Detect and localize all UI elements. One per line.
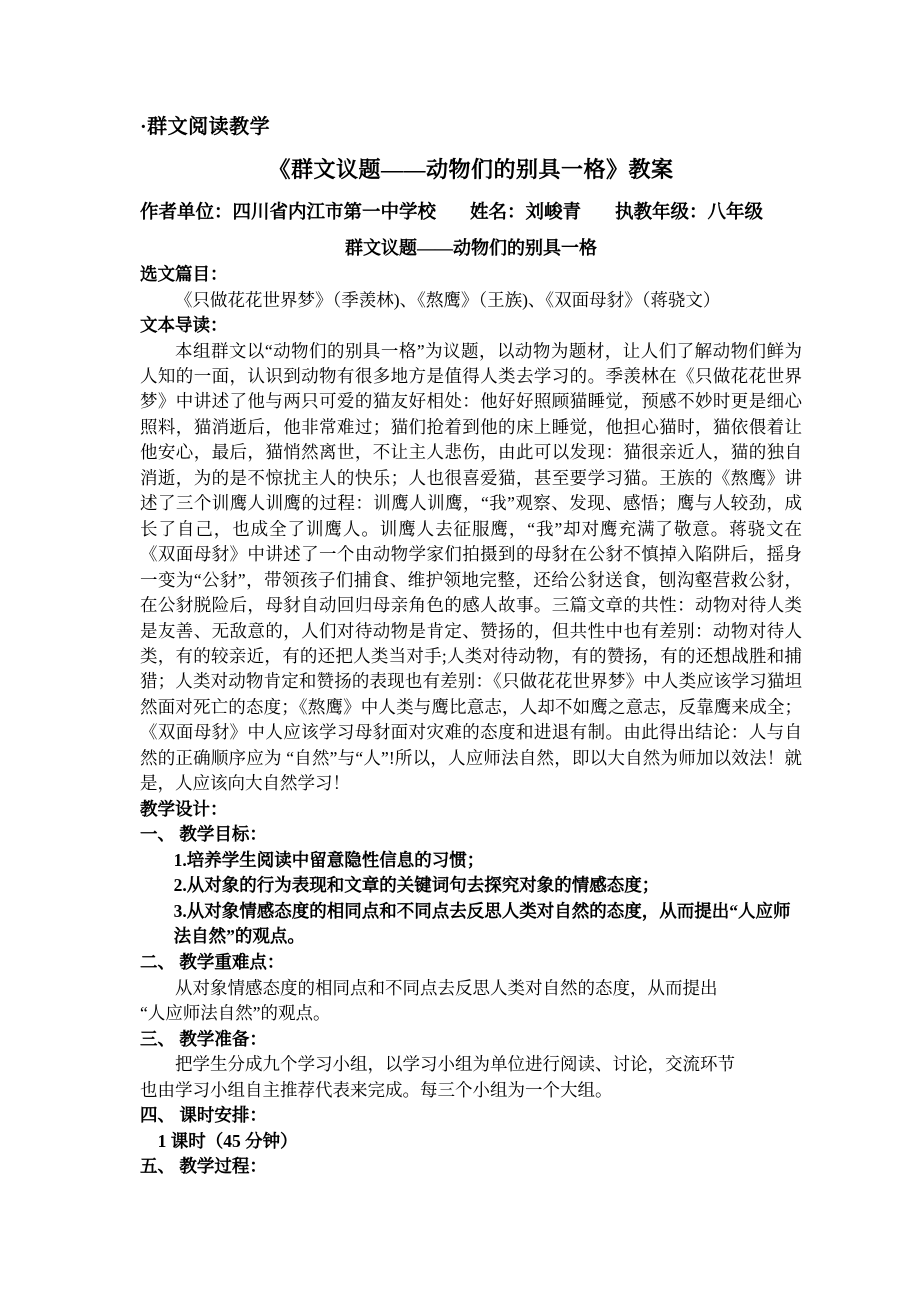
section-body-selection: 《只做花花世界梦》（季羡林)、《熬鹰》（王族)、《双面母豺》（蒋骁文） <box>175 289 721 310</box>
key-points-line-1: 从对象情感态度的相同点和不同点去反思人类对自然的态度，从而提出 <box>175 977 718 998</box>
item-heading-preparation: 三、 教学准备： <box>140 1028 267 1049</box>
schedule-line-1: 1 课时（45 分钟） <box>157 1130 298 1151</box>
page-title: 《群文议题——动物们的别具一格》教案 <box>268 157 674 182</box>
item-heading-objectives: 一、 教学目标： <box>140 824 267 845</box>
byline-name: 姓名：刘峻青 <box>470 203 582 223</box>
objective-line-1: 1.培养学生阅读中留意隐性信息的习惯； <box>173 849 485 870</box>
section-label-selection: 选文篇目： <box>140 264 228 284</box>
section-label-guide: 文本导读： <box>140 315 228 335</box>
objective-line-2: 2.从对象的行为表现和文章的关键词句去探究对象的情感态度； <box>173 875 660 896</box>
key-points-line-2: “人应师法自然”的观点。 <box>140 1003 331 1024</box>
byline-unit: 作者单位：四川省内江市第一中学校 <box>140 203 437 223</box>
teaching-design-label: 教学设计： <box>140 798 228 819</box>
item-heading-process: 五、 教学过程： <box>140 1156 267 1177</box>
item-heading-schedule: 四、 课时安排： <box>140 1105 267 1126</box>
preparation-line-2: 也由学习小组自主推荐代表来完成。每三个小组为一个大组。 <box>140 1079 613 1100</box>
byline-grade: 执教年级：八年级 <box>615 203 764 223</box>
item-heading-key-points: 二、 教学重难点： <box>140 951 285 972</box>
objective-line-3: 3.从对象情感态度的相同点和不同点去反思人类对自然的态度，从而提出“人应师法自然”的观点。 <box>173 900 791 947</box>
preparation-line-1: 把学生分成九个学习小组，以学习小组为单位进行阅读、讨论，交流环节 <box>175 1054 735 1075</box>
section-body-guide: 本组群文以“动物们的别具一格”为议题，以动物为题材，让人们了解动物们鲜为人知的一面，认识到动物有很多地方是值得人类去学习的。季羡林在《只做花花世界梦》中讲述了他与两只可爱的猫友好相处：他好好照顾猫睡觉，预感不妙时更是细心照料，猫消逝后，他非常难过；猫们抢着到他的床上睡觉，他担心猫时，猫依偎着让他安心，最后，猫悄然离世，不让主人悲伤，由此可以发现：猫很亲近人，猫的独自消逝，为的是不惊扰主人的快乐；人也很喜爱猫，甚至要学习猫。王族的《熬鹰》讲述了三个训鹰人训鹰的过程：训鹰人训鹰，“我”观察、发现、感悟；鹰与人较劲，成长了自己，也成全了训鹰人。训鹰人去征服鹰，“我”却对鹰充满了敬意。蒋骁文在《双面母豺》中讲述了一个由动物学家们拍摄到的母豺在公豺不慎掉入陷阱后，摇身一变为“公豺”，带领孩子们捕食、维护领地完整，还给公豺送食，刨沟壑营救公豺，在公豺脱险后，母豺自动回归母亲角色的感人故事。三篇文章的共性：动物对待人类是友善、无敌意的，人们对待动物是肯定、赞扬的，但共性中也有差别：动物对待人类，有的较亲近，有的还把人类当对手;人类对待动物，有的赞扬，有的还想战胜和捕猎；人类对动物肯定和赞扬的表现也有差别：《只做花花世界梦》中人类应该学习猫坦然面对死亡的态度；《熬鹰》中人类与鹰比意志，人却不如鹰之意志，反靠鹰来成全；《双面母豺》中人应该学习母豺面对灾难的态度和进退有制。由此得出结论：人与自然的正确顺序应为 “自然”与“人”!所以，人应师法自然，即以大自然为师加以效法！就是，人应该向大自然学习！ <box>140 340 802 794</box>
bullet-heading: ·群文阅读教学 <box>140 116 271 138</box>
subtitle: 群文议题——动物们的别具一格 <box>345 238 597 258</box>
byline <box>140 198 802 224</box>
